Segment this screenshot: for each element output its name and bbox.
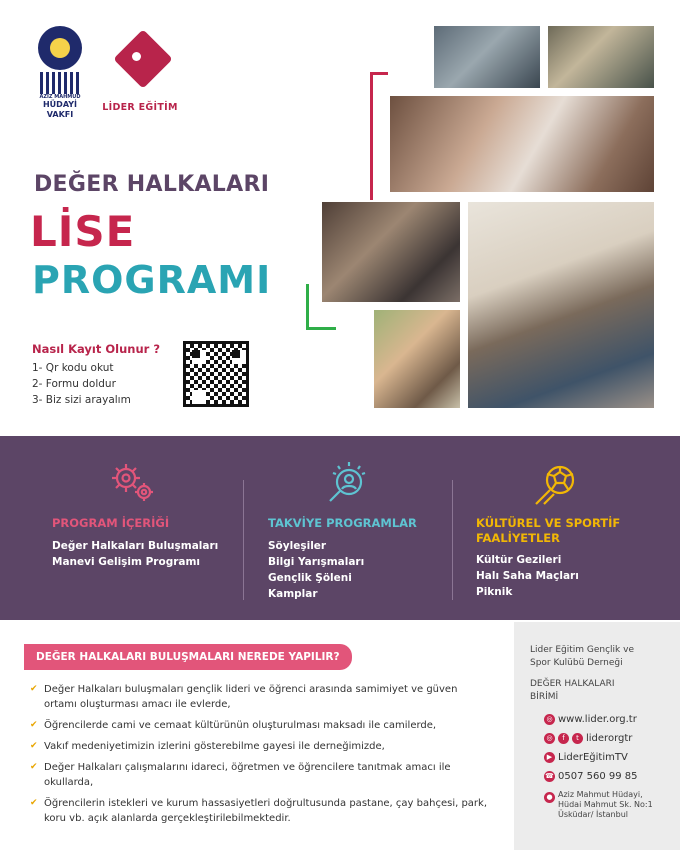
column-title-support: TAKVİYE PROGRAMLAR <box>268 516 417 530</box>
list-item: Gençlik Şöleni <box>268 572 352 584</box>
column-title-program: PROGRAM İÇERİĞİ <box>52 516 170 530</box>
column-divider <box>452 480 453 600</box>
logo-name-line2: VAKFI <box>46 110 74 119</box>
social-text: liderorgtr <box>586 733 633 744</box>
list-item: Değer Halkaları Buluşmaları <box>52 540 219 552</box>
registration-steps <box>32 360 131 408</box>
gears-icon <box>108 460 156 504</box>
bullet-text: Öğrencilerin istekleri ve kurum hassasiyetleri doğrultusunda pastane, çay bahçesi, park, koru vb. açık alanlarda gerçekleştirilebilmektedir. <box>44 798 488 824</box>
laptop-group-photo <box>320 200 462 304</box>
globe-icon: ◎ <box>544 714 555 725</box>
leader-students-photo <box>466 200 656 410</box>
phone-icon: ☎ <box>545 772 554 780</box>
column-list-support <box>268 538 364 602</box>
registration-step: 1- Qr kodu okut <box>32 362 114 374</box>
list-item: Piknik <box>476 586 513 598</box>
registration-step: 2- Formu doldur <box>32 378 116 390</box>
lider-logo-text: LİDER EĞİTİM <box>102 102 178 113</box>
unit-name <box>530 678 670 704</box>
column-divider <box>243 480 244 600</box>
title-line1: DEĞER HALKALARI <box>34 172 270 197</box>
column-list-culture <box>476 552 579 600</box>
group-photo <box>546 24 656 90</box>
website-text: www.lider.org.tr <box>558 714 637 725</box>
column-list-program <box>52 538 218 570</box>
instagram-icon: ◎ <box>544 733 555 744</box>
hudayi-vakfi-logo <box>30 26 90 126</box>
location-icon: ● <box>544 792 555 803</box>
logo-name-line1: HÜDAYİ <box>42 100 78 109</box>
diamond-logo-icon <box>113 29 172 88</box>
bullet-text: Vakıf medeniyetimizin izlerini gösterebilme gayesi ile derneğimizde, <box>44 741 385 752</box>
where-heading: DEĞER HALKALARI BULUŞMALARI NEREDE YAPILIR? <box>24 644 352 670</box>
unit-line: DEĞER HALKALARI <box>530 679 615 689</box>
registration-step: 3- Biz sizi arayalım <box>32 394 131 406</box>
bullet-text: Değer Halkaları çalışmalarını idareci, öğretmen ve öğrencilere tanıtmak amacı ile okullarda, <box>44 762 451 788</box>
logo-dot <box>132 52 141 61</box>
column-title-line: FAALİYETLER <box>476 531 561 545</box>
list-item: Söyleşiler <box>268 540 327 552</box>
organization-name <box>530 644 670 670</box>
column-title-culture <box>476 516 620 546</box>
table-meeting-photo <box>388 94 656 194</box>
student-portrait-photo <box>372 308 462 410</box>
title-line2: LİSE <box>30 207 136 256</box>
list-item: Halı Saha Maçları <box>476 570 579 582</box>
youtube-icon: ▶ <box>544 752 555 763</box>
list-item: Manevi Gelişim Programı <box>52 556 201 568</box>
list-item <box>30 739 490 754</box>
where-bullet-list <box>30 682 490 832</box>
list-item <box>30 718 490 733</box>
title-line3: PROGRAMI <box>32 258 272 302</box>
website-link[interactable] <box>544 714 637 725</box>
address-line: Aziz Mahmut Hüdayi, <box>558 790 643 799</box>
twitter-icon: t <box>572 733 583 744</box>
registration-title: Nasıl Kayıt Olunur ? <box>32 342 160 356</box>
address-line: Hüdai Mahmut Sk. No:1 <box>558 800 653 809</box>
check-icon: ✔ <box>30 798 38 808</box>
check-icon: ✔ <box>30 762 38 772</box>
org-line: Spor Kulübü Derneği <box>530 658 623 668</box>
red-bracket-decoration <box>370 72 388 200</box>
list-item: Kültür Gezileri <box>476 554 562 566</box>
phone-text: 0507 560 99 85 <box>558 771 638 782</box>
qr-code[interactable] <box>183 341 249 407</box>
address-line: Üsküdar/ İstanbul <box>558 810 628 819</box>
facebook-icon: f <box>558 733 569 744</box>
youtube-link[interactable] <box>544 752 628 763</box>
list-item: Bilgi Yarışmaları <box>268 556 365 568</box>
check-icon: ✔ <box>30 684 38 694</box>
check-icon: ✔ <box>30 720 38 730</box>
logo-small-text: AZİZ MAHMUD <box>39 94 81 100</box>
lider-egitim-logo <box>100 32 180 122</box>
youtube-text: LiderEğitimTV <box>558 752 628 763</box>
check-icon: ✔ <box>30 741 38 751</box>
address <box>558 790 668 820</box>
list-item <box>30 682 490 712</box>
bullet-text: Değer Halkaları buluşmaları gençlik lideri ve öğrenci arasında samimiyet ve güven ortamı oluşturması amacı ile evlerde, <box>44 684 458 710</box>
list-item <box>30 796 490 826</box>
bullet-text: Öğrencilerde cami ve cemaat kültürünün oluşturulması maksadı ile camilerde, <box>44 720 437 731</box>
search-person-icon <box>322 458 372 504</box>
list-item: Kamplar <box>268 588 318 600</box>
flower-emblem-icon <box>38 26 82 70</box>
column-title-line: KÜLTÜREL VE SPORTİF <box>476 516 621 530</box>
group-photo <box>432 24 542 90</box>
unit-line: BİRİMİ <box>530 692 559 702</box>
phone-link[interactable] <box>544 771 638 782</box>
org-line: Lider Eğitim Gençlik ve <box>530 645 634 655</box>
list-item <box>30 760 490 790</box>
pillars-icon <box>40 72 80 94</box>
soccer-ball-icon <box>532 462 578 508</box>
social-link[interactable] <box>544 733 632 744</box>
